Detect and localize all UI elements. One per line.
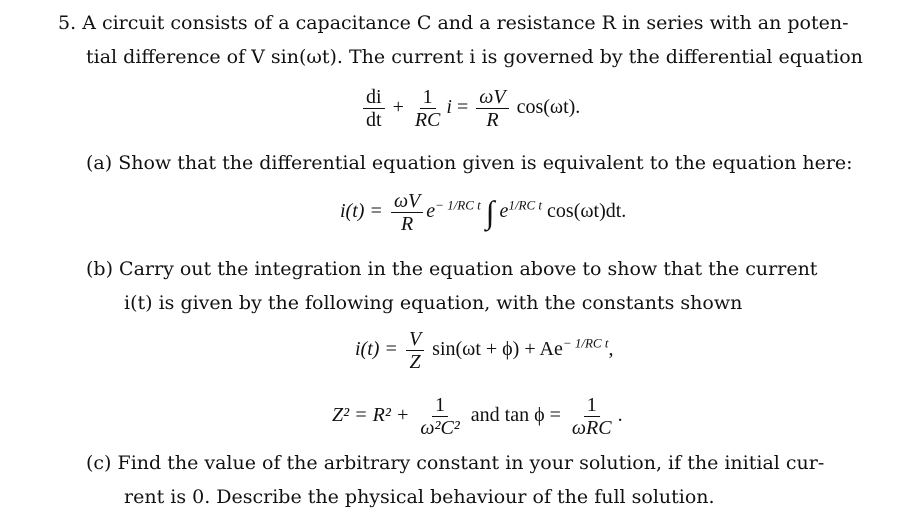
omega-v-over-r-fraction bbox=[476, 86, 508, 131]
part-b-equation1 bbox=[355, 328, 613, 373]
part-a-text bbox=[86, 152, 853, 174]
sin-plus-decay-term: sin(ωt + ϕ) + Ae bbox=[432, 338, 563, 361]
z-denominator: Z bbox=[409, 351, 421, 373]
part-b-label: (b) bbox=[86, 258, 113, 280]
decay-exponent: − 1/RC t bbox=[562, 335, 609, 351]
negative-exponent: − 1/RC t bbox=[435, 197, 481, 213]
r-denominator: R bbox=[486, 109, 499, 131]
r-denominator: R bbox=[401, 213, 414, 235]
part-a-equation bbox=[340, 190, 626, 235]
main-differential-equation bbox=[360, 86, 580, 131]
part-a-body: Show that the differential equation given is equivalent to the equation here: bbox=[118, 152, 853, 174]
omega-c-denominator: ω²C² bbox=[420, 417, 460, 439]
problem-intro-text1: A circuit consists of a capacitance C and a resistance R in series with an poten- bbox=[82, 12, 849, 34]
part-c-body1: Find the value of the arbitrary constant in your solution, if the initial cur- bbox=[117, 452, 825, 474]
omega-v-over-r-fraction bbox=[391, 190, 423, 235]
plus-sign: + bbox=[392, 96, 404, 119]
omega-v-numerator: ωV bbox=[391, 190, 423, 213]
part-b-text-line2: i(t) is given by the following equation, with the constants shown bbox=[124, 292, 743, 314]
problem-intro-line1 bbox=[58, 12, 849, 34]
and-tan-phi: and tan ϕ = bbox=[470, 404, 561, 427]
one-over-rc-fraction bbox=[412, 86, 444, 131]
omega-rc-denominator: ωRC bbox=[571, 417, 612, 439]
omega-v-numerator: ωV bbox=[476, 86, 508, 109]
part-b-text-line1 bbox=[86, 258, 817, 280]
period: . bbox=[617, 404, 623, 427]
current-function-lhs: i(t) = bbox=[355, 338, 398, 361]
problem-number: 5. bbox=[58, 12, 77, 34]
current-function-lhs: i(t) = bbox=[340, 200, 383, 223]
part-b-body1: Carry out the integration in the equation above to show that the current bbox=[119, 258, 818, 280]
one-over-omega-rc-fraction bbox=[569, 394, 615, 439]
positive-exponent: 1/RC t bbox=[508, 197, 543, 213]
integral-sign: ∫ bbox=[485, 194, 495, 230]
part-c-label: (c) bbox=[86, 452, 112, 474]
dt-denominator: dt bbox=[366, 109, 382, 131]
v-over-z-fraction bbox=[406, 328, 424, 373]
equals-sign: = bbox=[456, 96, 469, 119]
part-c-text-line1 bbox=[86, 452, 824, 474]
di-numerator: di bbox=[363, 86, 385, 109]
one-over-omega-c-fraction bbox=[417, 394, 462, 439]
one-numerator-2: 1 bbox=[584, 394, 600, 417]
exp-base: e bbox=[426, 200, 436, 223]
cos-term: cos(ωt). bbox=[516, 96, 581, 119]
part-a-label: (a) bbox=[86, 152, 113, 174]
cos-dt-term: cos(ωt)dt. bbox=[547, 200, 627, 223]
v-numerator: V bbox=[406, 328, 424, 351]
exp-base-2: e bbox=[499, 200, 509, 223]
current-symbol: i bbox=[446, 96, 452, 119]
di-dt-fraction bbox=[363, 86, 385, 131]
part-c-text-line2: rent is 0. Describe the physical behaviour of the full solution. bbox=[124, 486, 715, 508]
part-b-equation2 bbox=[332, 394, 623, 439]
one-numerator: 1 bbox=[420, 86, 436, 109]
impedance-lhs: Z² = R² + bbox=[332, 404, 410, 427]
problem-intro-line2: tial difference of V sin(ωt). The current i is governed by the differential equation bbox=[86, 46, 863, 68]
rc-denominator: RC bbox=[414, 109, 441, 131]
comma: , bbox=[608, 338, 614, 361]
one-numerator: 1 bbox=[432, 394, 448, 417]
